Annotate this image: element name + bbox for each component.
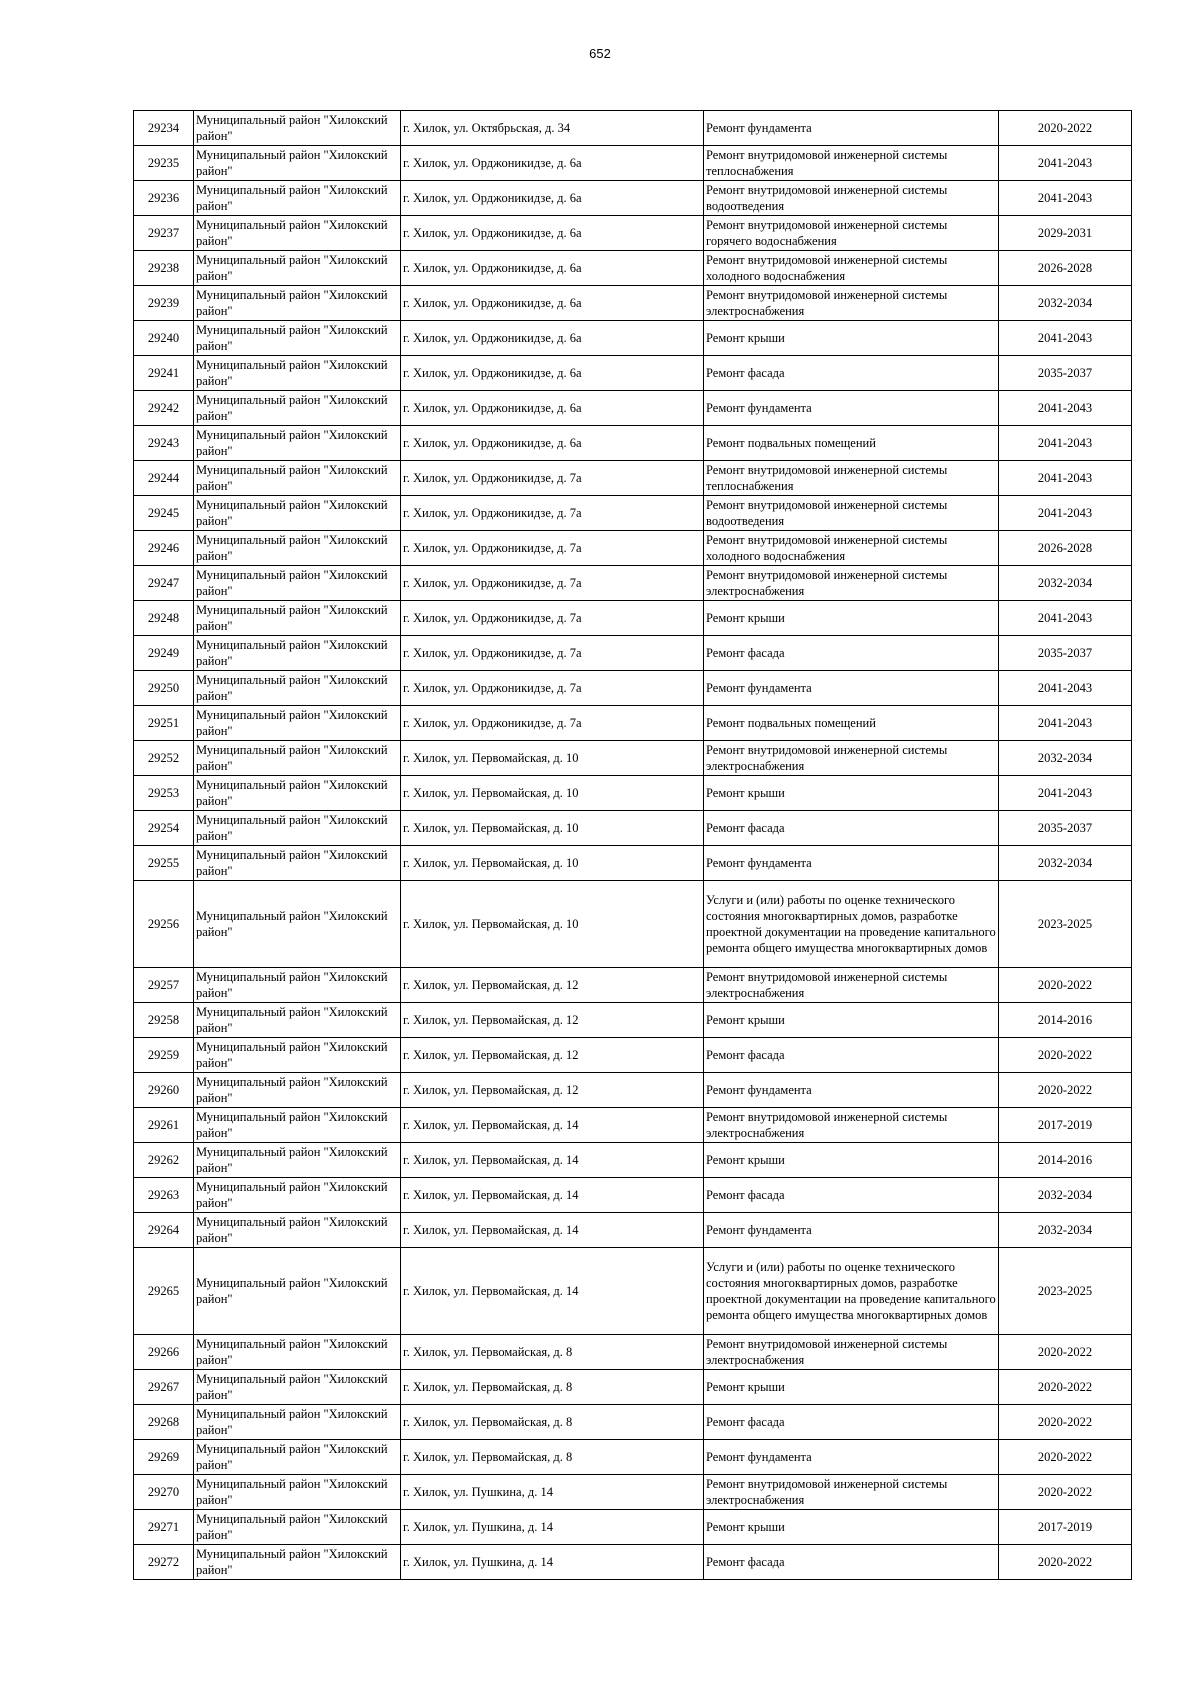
cell-number: 29246	[134, 531, 194, 566]
cell-period: 2032-2034	[999, 286, 1132, 321]
cell-address: г. Хилок, ул. Первомайская, д. 8	[401, 1335, 704, 1370]
cell-address: г. Хилок, ул. Первомайская, д. 8	[401, 1370, 704, 1405]
cell-number: 29269	[134, 1440, 194, 1475]
table-row	[134, 1108, 1132, 1143]
cell-work-type: Ремонт фасада	[704, 636, 999, 671]
cell-work-type: Ремонт подвальных помещений	[704, 426, 999, 461]
cell-number: 29240	[134, 321, 194, 356]
cell-period: 2032-2034	[999, 741, 1132, 776]
cell-municipality: Муниципальный район "Хилокский район"	[194, 881, 401, 968]
cell-period: 2023-2025	[999, 881, 1132, 968]
cell-work-type: Услуги и (или) работы по оценке технического состояния многоквартирных домов, разработке проектной документации на проведение капитального ремонта общего имущества многоквартирных домов	[704, 881, 999, 968]
cell-number: 29254	[134, 811, 194, 846]
cell-work-type: Ремонт фасада	[704, 811, 999, 846]
cell-number: 29249	[134, 636, 194, 671]
cell-municipality: Муниципальный район "Хилокский район"	[194, 1440, 401, 1475]
cell-work-type: Ремонт фундамента	[704, 391, 999, 426]
cell-period: 2020-2022	[999, 1440, 1132, 1475]
table-row	[134, 181, 1132, 216]
cell-address: г. Хилок, ул. Орджоникидзе, д. 7а	[401, 566, 704, 601]
cell-period: 2020-2022	[999, 1475, 1132, 1510]
cell-address: г. Хилок, ул. Первомайская, д. 14	[401, 1143, 704, 1178]
cell-work-type: Ремонт внутридомовой инженерной системы электроснабжения	[704, 566, 999, 601]
cell-period: 2035-2037	[999, 356, 1132, 391]
cell-address: г. Хилок, ул. Первомайская, д. 10	[401, 811, 704, 846]
table-row	[134, 881, 1132, 968]
cell-address: г. Хилок, ул. Орджоникидзе, д. 6а	[401, 391, 704, 426]
cell-municipality: Муниципальный район "Хилокский район"	[194, 286, 401, 321]
cell-municipality: Муниципальный район "Хилокский район"	[194, 461, 401, 496]
table-row	[134, 461, 1132, 496]
table-row	[134, 1475, 1132, 1510]
cell-municipality: Муниципальный район "Хилокский район"	[194, 531, 401, 566]
cell-number: 29244	[134, 461, 194, 496]
cell-address: г. Хилок, ул. Октябрьская, д. 34	[401, 111, 704, 146]
cell-number: 29271	[134, 1510, 194, 1545]
cell-municipality: Муниципальный район "Хилокский район"	[194, 1545, 401, 1580]
cell-work-type: Ремонт внутридомовой инженерной системы электроснабжения	[704, 968, 999, 1003]
cell-municipality: Муниципальный район "Хилокский район"	[194, 968, 401, 1003]
table-row	[134, 636, 1132, 671]
cell-period: 2041-2043	[999, 146, 1132, 181]
cell-number: 29266	[134, 1335, 194, 1370]
cell-number: 29267	[134, 1370, 194, 1405]
cell-number: 29235	[134, 146, 194, 181]
cell-address: г. Хилок, ул. Первомайская, д. 12	[401, 1073, 704, 1108]
cell-municipality: Муниципальный район "Хилокский район"	[194, 671, 401, 706]
cell-address: г. Хилок, ул. Пушкина, д. 14	[401, 1475, 704, 1510]
cell-address: г. Хилок, ул. Пушкина, д. 14	[401, 1510, 704, 1545]
cell-address: г. Хилок, ул. Первомайская, д. 12	[401, 1003, 704, 1038]
table-row	[134, 496, 1132, 531]
table-row	[134, 321, 1132, 356]
cell-period: 2026-2028	[999, 531, 1132, 566]
table-body	[134, 111, 1132, 1580]
cell-address: г. Хилок, ул. Орджоникидзе, д. 7а	[401, 531, 704, 566]
cell-address: г. Хилок, ул. Первомайская, д. 8	[401, 1440, 704, 1475]
cell-municipality: Муниципальный район "Хилокский район"	[194, 1073, 401, 1108]
cell-period: 2041-2043	[999, 776, 1132, 811]
table-row	[134, 1143, 1132, 1178]
cell-address: г. Хилок, ул. Орджоникидзе, д. 6а	[401, 181, 704, 216]
cell-period: 2014-2016	[999, 1003, 1132, 1038]
cell-number: 29248	[134, 601, 194, 636]
cell-municipality: Муниципальный район "Хилокский район"	[194, 846, 401, 881]
cell-period: 2032-2034	[999, 566, 1132, 601]
cell-address: г. Хилок, ул. Орджоникидзе, д. 6а	[401, 251, 704, 286]
table-row	[134, 706, 1132, 741]
cell-number: 29265	[134, 1248, 194, 1335]
cell-work-type: Ремонт крыши	[704, 601, 999, 636]
cell-period: 2014-2016	[999, 1143, 1132, 1178]
cell-number: 29268	[134, 1405, 194, 1440]
cell-work-type: Ремонт внутридомовой инженерной системы теплоснабжения	[704, 146, 999, 181]
cell-address: г. Хилок, ул. Орджоникидзе, д. 6а	[401, 216, 704, 251]
cell-work-type: Ремонт внутридомовой инженерной системы электроснабжения	[704, 1475, 999, 1510]
cell-municipality: Муниципальный район "Хилокский район"	[194, 1248, 401, 1335]
cell-address: г. Хилок, ул. Орджоникидзе, д. 7а	[401, 496, 704, 531]
cell-number: 29270	[134, 1475, 194, 1510]
cell-address: г. Хилок, ул. Первомайская, д. 12	[401, 1038, 704, 1073]
cell-address: г. Хилок, ул. Первомайская, д. 14	[401, 1178, 704, 1213]
cell-municipality: Муниципальный район "Хилокский район"	[194, 216, 401, 251]
table-row	[134, 1370, 1132, 1405]
cell-municipality: Муниципальный район "Хилокский район"	[194, 111, 401, 146]
cell-work-type: Ремонт фундамента	[704, 1440, 999, 1475]
cell-work-type: Ремонт подвальных помещений	[704, 706, 999, 741]
cell-number: 29236	[134, 181, 194, 216]
cell-municipality: Муниципальный район "Хилокский район"	[194, 1038, 401, 1073]
cell-municipality: Муниципальный район "Хилокский район"	[194, 741, 401, 776]
table-row	[134, 391, 1132, 426]
cell-address: г. Хилок, ул. Орджоникидзе, д. 7а	[401, 671, 704, 706]
cell-period: 2041-2043	[999, 391, 1132, 426]
cell-period: 2041-2043	[999, 706, 1132, 741]
cell-work-type: Ремонт фасада	[704, 1038, 999, 1073]
cell-municipality: Муниципальный район "Хилокский район"	[194, 1475, 401, 1510]
cell-work-type: Ремонт крыши	[704, 1143, 999, 1178]
cell-number: 29242	[134, 391, 194, 426]
cell-work-type: Ремонт внутридомовой инженерной системы электроснабжения	[704, 741, 999, 776]
cell-work-type: Ремонт внутридомовой инженерной системы холодного водоснабжения	[704, 251, 999, 286]
cell-period: 2029-2031	[999, 216, 1132, 251]
cell-address: г. Хилок, ул. Первомайская, д. 10	[401, 741, 704, 776]
table-row	[134, 1335, 1132, 1370]
cell-address: г. Хилок, ул. Орджоникидзе, д. 6а	[401, 286, 704, 321]
table-row	[134, 251, 1132, 286]
cell-period: 2017-2019	[999, 1108, 1132, 1143]
table-row	[134, 1405, 1132, 1440]
cell-municipality: Муниципальный район "Хилокский район"	[194, 496, 401, 531]
cell-period: 2041-2043	[999, 426, 1132, 461]
cell-municipality: Муниципальный район "Хилокский район"	[194, 1405, 401, 1440]
cell-address: г. Хилок, ул. Орджоникидзе, д. 6а	[401, 426, 704, 461]
cell-number: 29272	[134, 1545, 194, 1580]
cell-address: г. Хилок, ул. Орджоникидзе, д. 6а	[401, 356, 704, 391]
cell-municipality: Муниципальный район "Хилокский район"	[194, 1178, 401, 1213]
cell-address: г. Хилок, ул. Первомайская, д. 14	[401, 1108, 704, 1143]
cell-period: 2032-2034	[999, 1213, 1132, 1248]
cell-work-type: Ремонт фундамента	[704, 671, 999, 706]
cell-number: 29257	[134, 968, 194, 1003]
cell-period: 2032-2034	[999, 1178, 1132, 1213]
cell-work-type: Ремонт крыши	[704, 1510, 999, 1545]
table-row	[134, 776, 1132, 811]
cell-number: 29263	[134, 1178, 194, 1213]
cell-period: 2020-2022	[999, 1073, 1132, 1108]
cell-municipality: Муниципальный район "Хилокский район"	[194, 146, 401, 181]
cell-municipality: Муниципальный район "Хилокский район"	[194, 706, 401, 741]
cell-address: г. Хилок, ул. Орджоникидзе, д. 7а	[401, 461, 704, 496]
cell-work-type: Ремонт фундамента	[704, 1073, 999, 1108]
cell-work-type: Ремонт фасада	[704, 356, 999, 391]
cell-number: 29264	[134, 1213, 194, 1248]
cell-municipality: Муниципальный район "Хилокский район"	[194, 391, 401, 426]
cell-work-type: Ремонт внутридомовой инженерной системы теплоснабжения	[704, 461, 999, 496]
cell-municipality: Муниципальный район "Хилокский район"	[194, 1335, 401, 1370]
cell-number: 29241	[134, 356, 194, 391]
cell-work-type: Ремонт фундамента	[704, 1213, 999, 1248]
cell-work-type: Ремонт фасада	[704, 1178, 999, 1213]
cell-number: 29259	[134, 1038, 194, 1073]
cell-address: г. Хилок, ул. Первомайская, д. 8	[401, 1405, 704, 1440]
cell-municipality: Муниципальный район "Хилокский район"	[194, 1370, 401, 1405]
table-row	[134, 1038, 1132, 1073]
cell-period: 2020-2022	[999, 1038, 1132, 1073]
cell-period: 2041-2043	[999, 496, 1132, 531]
cell-municipality: Муниципальный район "Хилокский район"	[194, 321, 401, 356]
cell-work-type: Ремонт внутридомовой инженерной системы холодного водоснабжения	[704, 531, 999, 566]
cell-municipality: Муниципальный район "Хилокский район"	[194, 601, 401, 636]
cell-work-type: Ремонт внутридомовой инженерной системы горячего водоснабжения	[704, 216, 999, 251]
cell-number: 29258	[134, 1003, 194, 1038]
cell-address: г. Хилок, ул. Первомайская, д. 14	[401, 1248, 704, 1335]
cell-work-type: Ремонт фасада	[704, 1545, 999, 1580]
cell-work-type: Ремонт фасада	[704, 1405, 999, 1440]
cell-period: 2041-2043	[999, 461, 1132, 496]
cell-municipality: Муниципальный район "Хилокский район"	[194, 181, 401, 216]
cell-work-type: Ремонт крыши	[704, 776, 999, 811]
cell-number: 29251	[134, 706, 194, 741]
page-number: 652	[589, 46, 611, 61]
cell-work-type: Ремонт фундамента	[704, 846, 999, 881]
cell-work-type: Ремонт крыши	[704, 1003, 999, 1038]
table-row	[134, 111, 1132, 146]
cell-period: 2020-2022	[999, 1545, 1132, 1580]
cell-municipality: Муниципальный район "Хилокский район"	[194, 1213, 401, 1248]
cell-work-type: Ремонт внутридомовой инженерной системы электроснабжения	[704, 286, 999, 321]
table-row	[134, 216, 1132, 251]
cell-municipality: Муниципальный район "Хилокский район"	[194, 426, 401, 461]
cell-work-type: Ремонт крыши	[704, 1370, 999, 1405]
cell-number: 29239	[134, 286, 194, 321]
table-row	[134, 671, 1132, 706]
cell-municipality: Муниципальный район "Хилокский район"	[194, 1143, 401, 1178]
cell-municipality: Муниципальный район "Хилокский район"	[194, 636, 401, 671]
cell-period: 2035-2037	[999, 636, 1132, 671]
cell-address: г. Хилок, ул. Первомайская, д. 10	[401, 881, 704, 968]
cell-address: г. Хилок, ул. Первомайская, д. 10	[401, 846, 704, 881]
cell-period: 2020-2022	[999, 1405, 1132, 1440]
cell-number: 29237	[134, 216, 194, 251]
table-row	[134, 531, 1132, 566]
cell-address: г. Хилок, ул. Орджоникидзе, д. 7а	[401, 601, 704, 636]
table-row	[134, 968, 1132, 1003]
cell-address: г. Хилок, ул. Пушкина, д. 14	[401, 1545, 704, 1580]
cell-municipality: Муниципальный район "Хилокский район"	[194, 776, 401, 811]
table-row	[134, 1440, 1132, 1475]
table-row	[134, 811, 1132, 846]
cell-period: 2041-2043	[999, 181, 1132, 216]
cell-municipality: Муниципальный район "Хилокский район"	[194, 251, 401, 286]
cell-number: 29238	[134, 251, 194, 286]
table-row	[134, 1510, 1132, 1545]
table-row	[134, 601, 1132, 636]
cell-municipality: Муниципальный район "Хилокский район"	[194, 1108, 401, 1143]
cell-period: 2041-2043	[999, 671, 1132, 706]
cell-period: 2041-2043	[999, 321, 1132, 356]
table-row	[134, 1248, 1132, 1335]
table-row	[134, 741, 1132, 776]
cell-period: 2020-2022	[999, 968, 1132, 1003]
table-row	[134, 1003, 1132, 1038]
table-row	[134, 1073, 1132, 1108]
cell-work-type: Ремонт внутридомовой инженерной системы электроснабжения	[704, 1108, 999, 1143]
cell-number: 29250	[134, 671, 194, 706]
cell-period: 2035-2037	[999, 811, 1132, 846]
cell-period: 2020-2022	[999, 111, 1132, 146]
cell-address: г. Хилок, ул. Орджоникидзе, д. 7а	[401, 706, 704, 741]
table-row	[134, 1545, 1132, 1580]
cell-municipality: Муниципальный район "Хилокский район"	[194, 1003, 401, 1038]
cell-work-type: Ремонт внутридомовой инженерной системы водоотведения	[704, 496, 999, 531]
table-row	[134, 286, 1132, 321]
cell-work-type: Ремонт внутридомовой инженерной системы водоотведения	[704, 181, 999, 216]
cell-work-type: Ремонт крыши	[704, 321, 999, 356]
cell-number: 29247	[134, 566, 194, 601]
cell-municipality: Муниципальный район "Хилокский район"	[194, 566, 401, 601]
cell-work-type: Ремонт внутридомовой инженерной системы электроснабжения	[704, 1335, 999, 1370]
cell-period: 2041-2043	[999, 601, 1132, 636]
cell-number: 29245	[134, 496, 194, 531]
cell-number: 29256	[134, 881, 194, 968]
cell-address: г. Хилок, ул. Орджоникидзе, д. 6а	[401, 146, 704, 181]
cell-municipality: Муниципальный район "Хилокский район"	[194, 356, 401, 391]
table-row	[134, 1178, 1132, 1213]
cell-address: г. Хилок, ул. Орджоникидзе, д. 7а	[401, 636, 704, 671]
table-row	[134, 566, 1132, 601]
cell-number: 29261	[134, 1108, 194, 1143]
cell-period: 2023-2025	[999, 1248, 1132, 1335]
table-row	[134, 146, 1132, 181]
cell-period: 2020-2022	[999, 1335, 1132, 1370]
cell-number: 29260	[134, 1073, 194, 1108]
cell-period: 2032-2034	[999, 846, 1132, 881]
cell-number: 29234	[134, 111, 194, 146]
table-row	[134, 426, 1132, 461]
cell-work-type: Услуги и (или) работы по оценке технического состояния многоквартирных домов, разработке проектной документации на проведение капитального ремонта общего имущества многоквартирных домов	[704, 1248, 999, 1335]
table-row	[134, 1213, 1132, 1248]
cell-municipality: Муниципальный район "Хилокский район"	[194, 1510, 401, 1545]
cell-address: г. Хилок, ул. Орджоникидзе, д. 6а	[401, 321, 704, 356]
cell-number: 29243	[134, 426, 194, 461]
cell-address: г. Хилок, ул. Первомайская, д. 14	[401, 1213, 704, 1248]
cell-work-type: Ремонт фундамента	[704, 111, 999, 146]
table-row	[134, 846, 1132, 881]
cell-address: г. Хилок, ул. Первомайская, д. 10	[401, 776, 704, 811]
capital-repair-table	[133, 110, 1132, 1580]
cell-number: 29262	[134, 1143, 194, 1178]
cell-period: 2020-2022	[999, 1370, 1132, 1405]
cell-number: 29253	[134, 776, 194, 811]
cell-municipality: Муниципальный район "Хилокский район"	[194, 811, 401, 846]
cell-address: г. Хилок, ул. Первомайская, д. 12	[401, 968, 704, 1003]
table-row	[134, 356, 1132, 391]
cell-period: 2026-2028	[999, 251, 1132, 286]
cell-number: 29252	[134, 741, 194, 776]
cell-number: 29255	[134, 846, 194, 881]
cell-period: 2017-2019	[999, 1510, 1132, 1545]
